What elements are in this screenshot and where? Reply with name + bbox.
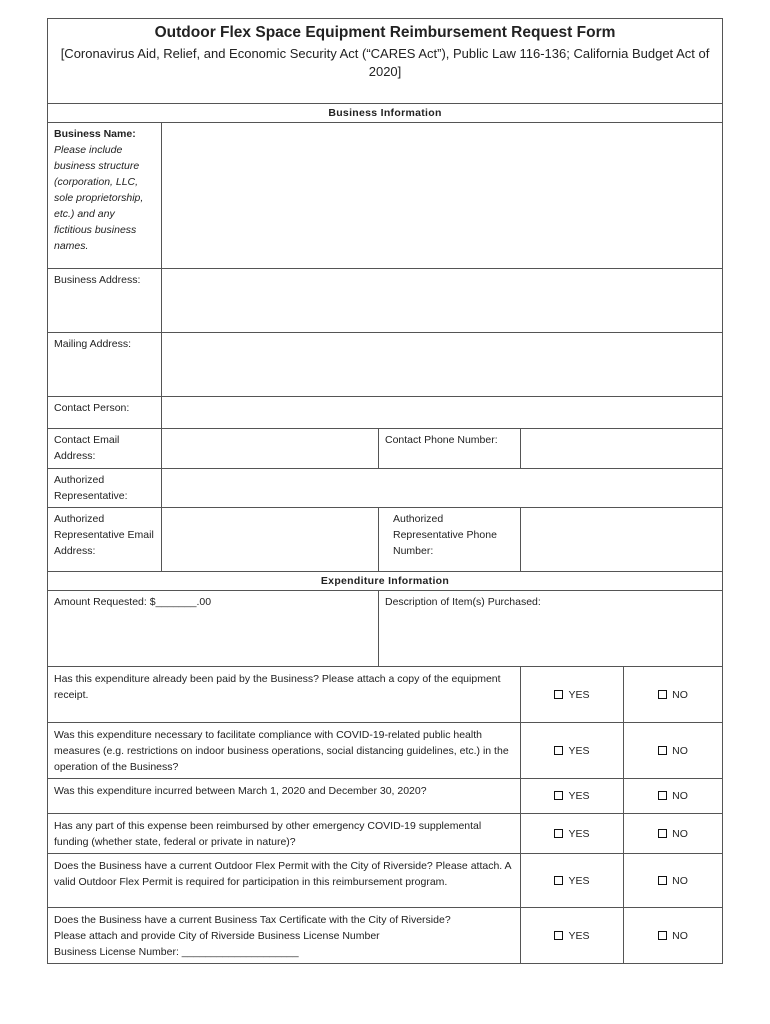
- description-field[interactable]: Description of Item(s) Purchased:: [379, 591, 723, 667]
- checkbox-icon: [554, 690, 563, 699]
- checkbox-icon: [658, 791, 667, 800]
- form-table: [47, 18, 723, 964]
- rep-email-label: Authorized Representative Email Address:: [48, 508, 162, 572]
- business-address-label: Business Address:: [48, 269, 162, 333]
- checkbox-icon: [554, 876, 563, 885]
- contact-phone-label: Contact Phone Number:: [379, 429, 521, 469]
- amount-requested-field[interactable]: Amount Requested: $_______.00: [48, 591, 379, 667]
- form-subtitle: [Coronavirus Aid, Relief, and Economic Security Act (“CARES Act”), Public Law 116-136; California Budget Act of 2020]: [60, 46, 710, 79]
- checkbox-icon: [554, 746, 563, 755]
- checkbox-icon: [658, 931, 667, 940]
- contact-phone-field[interactable]: [521, 429, 723, 469]
- expenditure-section-header: Expenditure Information: [48, 572, 723, 591]
- rep-phone-label: Authorized Representative Phone Number:: [379, 508, 521, 572]
- form-header: [48, 19, 723, 104]
- question-reimbursed-no[interactable]: NO: [624, 814, 723, 854]
- question-paid-yes[interactable]: YES: [521, 667, 624, 723]
- question-covid-compliance: Was this expenditure necessary to facilitate compliance with COVID-19-related public health measures (e.g. restrictions on indoor business operations, social distancing guidelines, etc.) in the operation of the Business?: [48, 723, 521, 779]
- contact-person-label: Contact Person:: [48, 397, 162, 429]
- business-address-field[interactable]: [162, 269, 723, 333]
- question-reimbursed-yes[interactable]: YES: [521, 814, 624, 854]
- question-date-range-yes[interactable]: YES: [521, 779, 624, 814]
- question-tax-certificate: [48, 908, 521, 964]
- business-name-note: Please include business structure (corporation, LLC, sole proprietorship, etc.) and any fictitious business names.: [54, 144, 144, 252]
- checkbox-icon: [554, 791, 563, 800]
- question-covid-compliance-yes[interactable]: YES: [521, 723, 624, 779]
- question-paid: Has this expenditure already been paid by the Business? Please attach a copy of the equipment receipt.: [48, 667, 521, 723]
- checkbox-icon: [554, 829, 563, 838]
- mailing-address-label: Mailing Address:: [48, 333, 162, 397]
- business-license-number-field[interactable]: Business License Number: ____________________: [54, 946, 299, 958]
- checkbox-icon: [658, 876, 667, 885]
- question-flex-permit: Does the Business have a current Outdoor Flex Permit with the City of Riverside? Please attach. A valid Outdoor Flex Permit is required for participation in this reimbursement program.: [48, 854, 521, 908]
- contact-email-field[interactable]: [162, 429, 379, 469]
- checkbox-icon: [554, 931, 563, 940]
- authorized-rep-field[interactable]: [162, 469, 723, 508]
- contact-person-field[interactable]: [162, 397, 723, 429]
- business-name-label: Business Name:: [54, 128, 136, 140]
- question-tax-certificate-line2: Please attach and provide City of Riverside Business License Number: [54, 930, 380, 942]
- mailing-address-field[interactable]: [162, 333, 723, 397]
- authorized-rep-label: Authorized Representative:: [48, 469, 162, 508]
- question-reimbursed: Has any part of this expense been reimbursed by other emergency COVID-19 supplemental funding (whether state, federal or private in nature)?: [48, 814, 521, 854]
- question-date-range: Was this expenditure incurred between March 1, 2020 and December 30, 2020?: [48, 779, 521, 814]
- question-tax-certificate-yes[interactable]: YES: [521, 908, 624, 964]
- form-title: Outdoor Flex Space Equipment Reimbursement Request Form: [154, 24, 616, 41]
- contact-email-label: Contact Email Address:: [48, 429, 162, 469]
- question-paid-no[interactable]: NO: [624, 667, 723, 723]
- question-tax-certificate-no[interactable]: NO: [624, 908, 723, 964]
- question-flex-permit-no[interactable]: NO: [624, 854, 723, 908]
- business-name-field[interactable]: [162, 123, 723, 269]
- question-flex-permit-yes[interactable]: YES: [521, 854, 624, 908]
- checkbox-icon: [658, 746, 667, 755]
- checkbox-icon: [658, 829, 667, 838]
- business-name-label-cell: [48, 123, 162, 269]
- question-date-range-no[interactable]: NO: [624, 779, 723, 814]
- rep-phone-field[interactable]: [521, 508, 723, 572]
- reimbursement-form: [47, 18, 722, 964]
- rep-email-field[interactable]: [162, 508, 379, 572]
- question-tax-certificate-line1: Does the Business have a current Business Tax Certificate with the City of Riverside?: [54, 914, 451, 926]
- question-covid-compliance-no[interactable]: NO: [624, 723, 723, 779]
- business-section-header: Business Information: [48, 104, 723, 123]
- checkbox-icon: [658, 690, 667, 699]
